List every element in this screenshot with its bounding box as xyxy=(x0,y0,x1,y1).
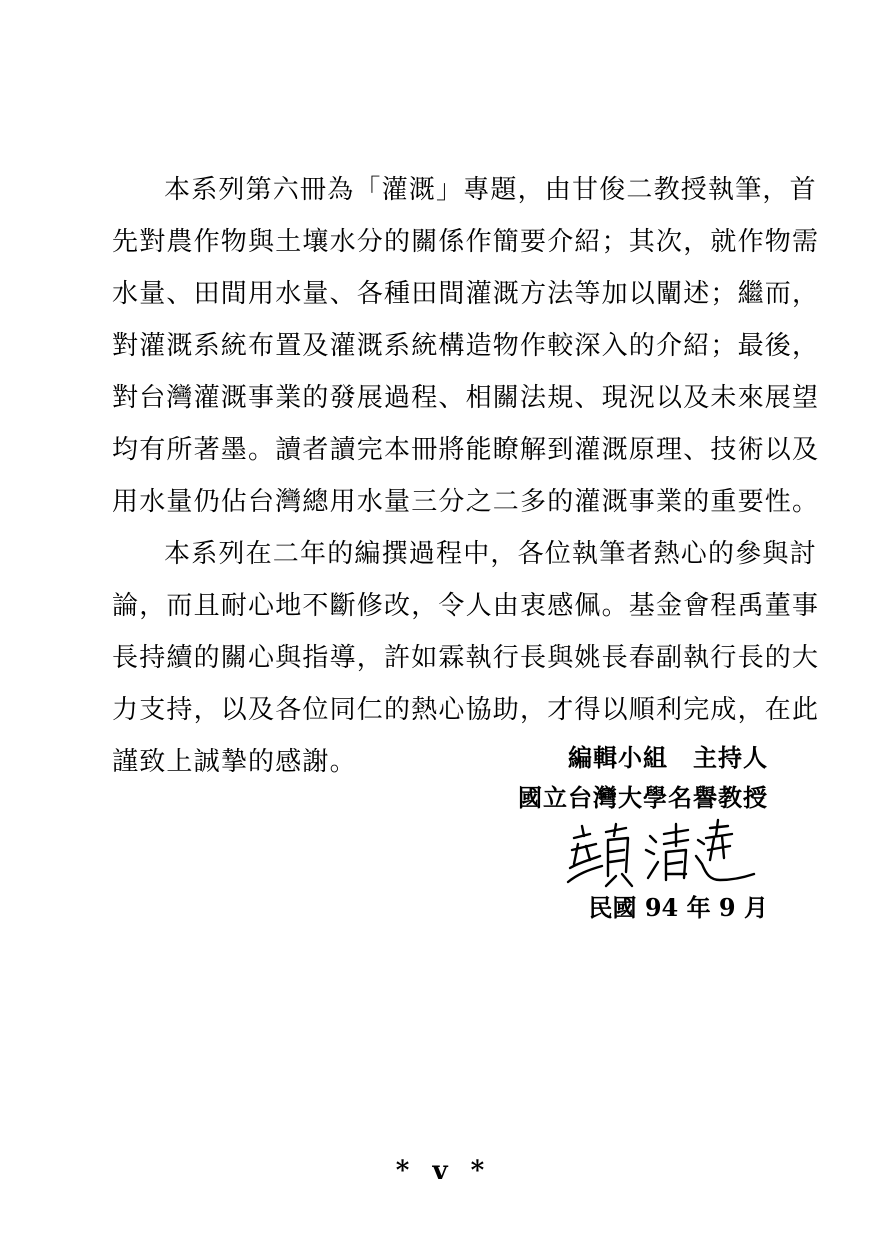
page-number: * v * xyxy=(395,1156,485,1186)
editor-affiliation: 國立台灣大學名譽教授 xyxy=(518,783,768,812)
text-line: 對灌溉系統布置及灌溉系統構造物作較深入的介紹；最後， xyxy=(112,331,820,361)
preface-body xyxy=(112,164,820,788)
paragraph-1 xyxy=(112,164,820,528)
text-line: 本系列第六冊為「灌溉」專題，由甘俊二教授執筆，首 xyxy=(164,175,817,205)
text-line: 力支持，以及各位同仁的熱心協助，才得以順利完成，在此 xyxy=(112,695,820,725)
text-line: 謹致上誠摯的感謝。 xyxy=(112,747,357,777)
text-line: 水量、田間用水量、各種田間灌溉方法等加以闡述；繼而， xyxy=(112,279,820,309)
date: 民國 94 年 9 月 xyxy=(588,893,768,922)
signature-block xyxy=(518,738,768,818)
text-line: 對台灣灌溉事業的發展過程、相關法規、現況以及未來展望 xyxy=(112,383,820,413)
text-line: 論，而且耐心地不斷修改，令人由衷感佩。基金會程禹董事 xyxy=(112,591,820,621)
text-line: 先對農作物與土壤水分的關係作簡要介紹；其次，就作物需 xyxy=(112,227,820,257)
handwritten-signature xyxy=(560,816,760,896)
text-line: 均有所著墨。讀者讀完本冊將能瞭解到灌溉原理、技術以及 xyxy=(112,435,820,465)
text-line: 本系列在二年的編撰過程中，各位執筆者熱心的參與討 xyxy=(164,539,817,569)
text-line: 長持續的關心與指導，許如霖執行長與姚長春副執行長的大 xyxy=(112,643,820,673)
editor-role: 編輯小組 主持人 xyxy=(568,743,768,772)
text-line: 用水量仍佔台灣總用水量三分之二多的灌溉事業的重要性。 xyxy=(112,487,820,517)
